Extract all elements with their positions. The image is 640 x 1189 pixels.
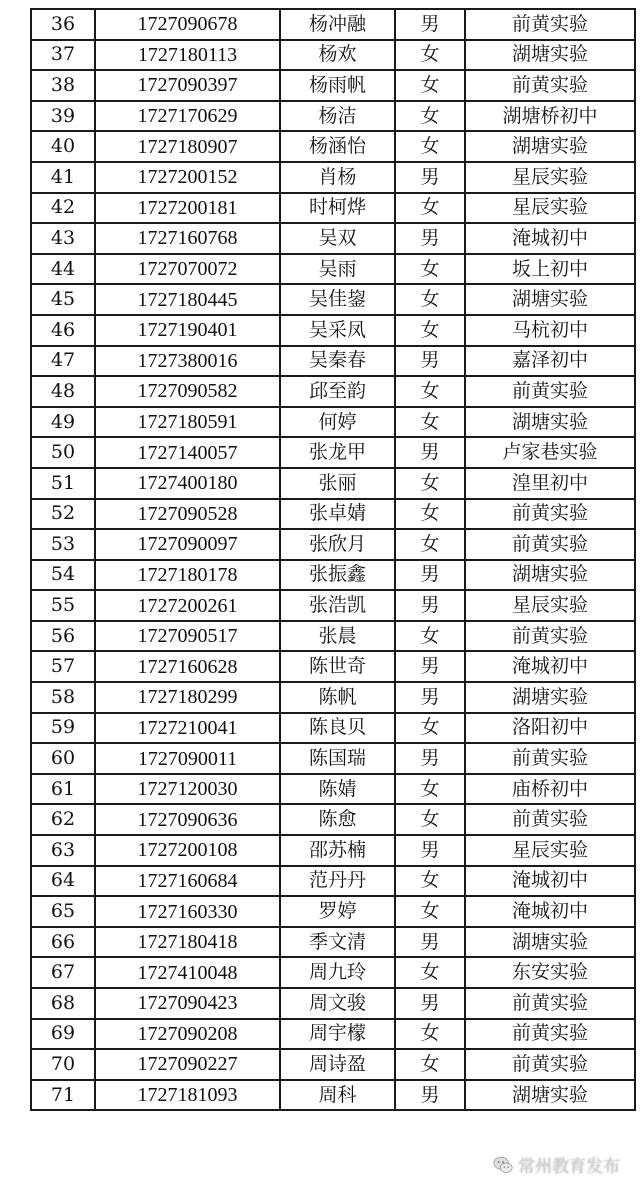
table-row xyxy=(31,254,635,285)
cell-student-name: 时柯烨 xyxy=(280,193,395,224)
cell-number: 48 xyxy=(31,376,95,407)
cell-exam-id: 1727090528 xyxy=(95,499,280,530)
cell-gender: 女 xyxy=(395,713,465,744)
cell-exam-id: 1727070072 xyxy=(95,254,280,285)
cell-gender: 女 xyxy=(395,529,465,560)
cell-number: 64 xyxy=(31,866,95,897)
cell-exam-id: 1727200261 xyxy=(95,590,280,621)
table-row xyxy=(31,774,635,805)
cell-school: 东安实验 xyxy=(465,957,635,988)
cell-school: 星辰实验 xyxy=(465,835,635,866)
cell-school: 淹城初中 xyxy=(465,651,635,682)
cell-number: 47 xyxy=(31,346,95,377)
cell-student-name: 陈愈 xyxy=(280,804,395,835)
cell-school: 星辰实验 xyxy=(465,590,635,621)
cell-school: 湖塘实验 xyxy=(465,927,635,958)
cell-student-name: 张晨 xyxy=(280,621,395,652)
cell-student-name: 张浩凯 xyxy=(280,590,395,621)
cell-gender: 女 xyxy=(395,193,465,224)
cell-exam-id: 1727120030 xyxy=(95,774,280,805)
cell-number: 58 xyxy=(31,682,95,713)
cell-number: 38 xyxy=(31,70,95,101)
cell-gender: 男 xyxy=(395,835,465,866)
cell-student-name: 杨雨帆 xyxy=(280,70,395,101)
table-row xyxy=(31,804,635,835)
cell-exam-id: 1727180299 xyxy=(95,682,280,713)
cell-student-name: 张丽 xyxy=(280,468,395,499)
cell-gender: 男 xyxy=(395,988,465,1019)
cell-exam-id: 1727090423 xyxy=(95,988,280,1019)
cell-school: 前黄实验 xyxy=(465,988,635,1019)
cell-exam-id: 1727090227 xyxy=(95,1049,280,1080)
cell-number: 49 xyxy=(31,407,95,438)
cell-exam-id: 1727090397 xyxy=(95,70,280,101)
cell-exam-id: 1727400180 xyxy=(95,468,280,499)
cell-exam-id: 1727140057 xyxy=(95,437,280,468)
cell-school: 前黄实验 xyxy=(465,376,635,407)
cell-number: 62 xyxy=(31,804,95,835)
cell-number: 63 xyxy=(31,835,95,866)
cell-gender: 男 xyxy=(395,223,465,254)
cell-number: 37 xyxy=(31,40,95,71)
cell-student-name: 杨欢 xyxy=(280,40,395,71)
cell-exam-id: 1727190401 xyxy=(95,315,280,346)
cell-number: 43 xyxy=(31,223,95,254)
cell-number: 61 xyxy=(31,774,95,805)
cell-exam-id: 1727200181 xyxy=(95,193,280,224)
cell-exam-id: 1727180178 xyxy=(95,560,280,591)
table-row xyxy=(31,743,635,774)
cell-number: 36 xyxy=(31,9,95,40)
table-row xyxy=(31,621,635,652)
table-row xyxy=(31,866,635,897)
table-row xyxy=(31,896,635,927)
cell-student-name: 陈世奇 xyxy=(280,651,395,682)
cell-number: 68 xyxy=(31,988,95,1019)
table-row xyxy=(31,1019,635,1050)
cell-gender: 女 xyxy=(395,1019,465,1050)
cell-exam-id: 1727380016 xyxy=(95,346,280,377)
cell-number: 54 xyxy=(31,560,95,591)
cell-school: 前黄实验 xyxy=(465,804,635,835)
cell-number: 59 xyxy=(31,713,95,744)
cell-student-name: 吴佳鋆 xyxy=(280,284,395,315)
cell-gender: 男 xyxy=(395,346,465,377)
cell-exam-id: 1727170629 xyxy=(95,101,280,132)
table-row xyxy=(31,131,635,162)
cell-student-name: 周诗盈 xyxy=(280,1049,395,1080)
cell-exam-id: 1727200108 xyxy=(95,835,280,866)
cell-gender: 女 xyxy=(395,499,465,530)
cell-exam-id: 1727180418 xyxy=(95,927,280,958)
cell-gender: 男 xyxy=(395,9,465,40)
table-row xyxy=(31,346,635,377)
cell-school: 星辰实验 xyxy=(465,162,635,193)
student-table xyxy=(30,8,636,1111)
table-row xyxy=(31,651,635,682)
cell-gender: 女 xyxy=(395,101,465,132)
table-row xyxy=(31,499,635,530)
table-row xyxy=(31,407,635,438)
cell-exam-id: 1727090208 xyxy=(95,1019,280,1050)
cell-gender: 男 xyxy=(395,590,465,621)
cell-student-name: 杨洁 xyxy=(280,101,395,132)
cell-school: 湖塘实验 xyxy=(465,40,635,71)
cell-school: 湖塘实验 xyxy=(465,284,635,315)
wechat-icon xyxy=(492,1154,514,1176)
table-row xyxy=(31,713,635,744)
cell-gender: 男 xyxy=(395,1080,465,1111)
cell-gender: 女 xyxy=(395,957,465,988)
cell-gender: 女 xyxy=(395,774,465,805)
table-row xyxy=(31,223,635,254)
cell-student-name: 吴秦春 xyxy=(280,346,395,377)
cell-school: 淹城初中 xyxy=(465,866,635,897)
cell-student-name: 陈帆 xyxy=(280,682,395,713)
cell-student-name: 陈良贝 xyxy=(280,713,395,744)
cell-student-name: 张振鑫 xyxy=(280,560,395,591)
cell-school: 前黄实验 xyxy=(465,1019,635,1050)
cell-gender: 女 xyxy=(395,1049,465,1080)
cell-number: 69 xyxy=(31,1019,95,1050)
cell-number: 55 xyxy=(31,590,95,621)
cell-school: 坂上初中 xyxy=(465,254,635,285)
cell-student-name: 吴雨 xyxy=(280,254,395,285)
cell-gender: 女 xyxy=(395,896,465,927)
table-row xyxy=(31,1080,635,1111)
cell-student-name: 周科 xyxy=(280,1080,395,1111)
cell-school: 嘉泽初中 xyxy=(465,346,635,377)
cell-number: 51 xyxy=(31,468,95,499)
cell-school: 前黄实验 xyxy=(465,70,635,101)
cell-gender: 男 xyxy=(395,682,465,713)
cell-school: 湖塘实验 xyxy=(465,560,635,591)
table-row xyxy=(31,835,635,866)
cell-number: 46 xyxy=(31,315,95,346)
cell-number: 65 xyxy=(31,896,95,927)
table-row xyxy=(31,560,635,591)
table-row xyxy=(31,1049,635,1080)
cell-gender: 女 xyxy=(395,468,465,499)
cell-number: 60 xyxy=(31,743,95,774)
cell-student-name: 陈婧 xyxy=(280,774,395,805)
cell-number: 44 xyxy=(31,254,95,285)
cell-number: 56 xyxy=(31,621,95,652)
cell-exam-id: 1727180445 xyxy=(95,284,280,315)
cell-school: 前黄实验 xyxy=(465,499,635,530)
cell-student-name: 张龙甲 xyxy=(280,437,395,468)
cell-number: 70 xyxy=(31,1049,95,1080)
cell-exam-id: 1727090011 xyxy=(95,743,280,774)
cell-exam-id: 1727180907 xyxy=(95,131,280,162)
student-table-body xyxy=(31,9,635,1110)
cell-number: 67 xyxy=(31,957,95,988)
cell-student-name: 罗婷 xyxy=(280,896,395,927)
cell-student-name: 张欣月 xyxy=(280,529,395,560)
cell-exam-id: 1727090517 xyxy=(95,621,280,652)
cell-student-name: 何婷 xyxy=(280,407,395,438)
cell-exam-id: 1727180113 xyxy=(95,40,280,71)
table-row xyxy=(31,101,635,132)
cell-student-name: 杨涵怡 xyxy=(280,131,395,162)
cell-student-name: 陈国瑞 xyxy=(280,743,395,774)
cell-gender: 男 xyxy=(395,927,465,958)
table-row xyxy=(31,437,635,468)
cell-school: 淹城初中 xyxy=(465,896,635,927)
cell-exam-id: 1727090636 xyxy=(95,804,280,835)
cell-gender: 女 xyxy=(395,621,465,652)
cell-gender: 女 xyxy=(395,131,465,162)
table-row xyxy=(31,9,635,40)
cell-number: 50 xyxy=(31,437,95,468)
cell-gender: 男 xyxy=(395,651,465,682)
cell-gender: 女 xyxy=(395,70,465,101)
table-row xyxy=(31,284,635,315)
table-row xyxy=(31,927,635,958)
cell-student-name: 张卓婧 xyxy=(280,499,395,530)
table-row xyxy=(31,162,635,193)
cell-gender: 女 xyxy=(395,804,465,835)
cell-number: 57 xyxy=(31,651,95,682)
cell-exam-id: 1727200152 xyxy=(95,162,280,193)
table-row xyxy=(31,682,635,713)
table-row xyxy=(31,468,635,499)
cell-student-name: 邱至韵 xyxy=(280,376,395,407)
cell-exam-id: 1727181093 xyxy=(95,1080,280,1111)
cell-student-name: 杨冲融 xyxy=(280,9,395,40)
cell-school: 前黄实验 xyxy=(465,743,635,774)
table-row xyxy=(31,70,635,101)
cell-school: 洛阳初中 xyxy=(465,713,635,744)
cell-school: 卢家巷实验 xyxy=(465,437,635,468)
cell-number: 71 xyxy=(31,1080,95,1111)
cell-exam-id: 1727090678 xyxy=(95,9,280,40)
cell-student-name: 季文清 xyxy=(280,927,395,958)
watermark xyxy=(492,1152,620,1177)
table-row xyxy=(31,988,635,1019)
cell-number: 45 xyxy=(31,284,95,315)
cell-exam-id: 1727210041 xyxy=(95,713,280,744)
cell-school: 湖塘实验 xyxy=(465,682,635,713)
cell-school: 庙桥初中 xyxy=(465,774,635,805)
cell-gender: 女 xyxy=(395,407,465,438)
cell-number: 39 xyxy=(31,101,95,132)
cell-student-name: 吴双 xyxy=(280,223,395,254)
cell-gender: 男 xyxy=(395,743,465,774)
cell-exam-id: 1727090582 xyxy=(95,376,280,407)
cell-student-name: 肖杨 xyxy=(280,162,395,193)
cell-gender: 女 xyxy=(395,376,465,407)
cell-school: 湖塘实验 xyxy=(465,131,635,162)
cell-number: 52 xyxy=(31,499,95,530)
table-row xyxy=(31,957,635,988)
cell-student-name: 吴采凤 xyxy=(280,315,395,346)
cell-school: 前黄实验 xyxy=(465,621,635,652)
cell-number: 53 xyxy=(31,529,95,560)
cell-school: 湟里初中 xyxy=(465,468,635,499)
cell-school: 马杭初中 xyxy=(465,315,635,346)
cell-gender: 女 xyxy=(395,315,465,346)
cell-exam-id: 1727160684 xyxy=(95,866,280,897)
cell-number: 40 xyxy=(31,131,95,162)
cell-number: 42 xyxy=(31,193,95,224)
table-row xyxy=(31,529,635,560)
cell-exam-id: 1727180591 xyxy=(95,407,280,438)
cell-student-name: 邵苏楠 xyxy=(280,835,395,866)
cell-exam-id: 1727160330 xyxy=(95,896,280,927)
cell-school: 湖塘实验 xyxy=(465,407,635,438)
cell-gender: 男 xyxy=(395,162,465,193)
table-row xyxy=(31,40,635,71)
cell-gender: 女 xyxy=(395,254,465,285)
cell-exam-id: 1727090097 xyxy=(95,529,280,560)
cell-school: 前黄实验 xyxy=(465,1049,635,1080)
cell-gender: 女 xyxy=(395,40,465,71)
cell-student-name: 周九玲 xyxy=(280,957,395,988)
cell-school: 淹城初中 xyxy=(465,223,635,254)
table-row xyxy=(31,376,635,407)
watermark-text: 常州教育发布 xyxy=(518,1157,620,1177)
cell-school: 前黄实验 xyxy=(465,9,635,40)
cell-exam-id: 1727160768 xyxy=(95,223,280,254)
table-row xyxy=(31,315,635,346)
cell-school: 湖塘桥初中 xyxy=(465,101,635,132)
cell-school: 前黄实验 xyxy=(465,529,635,560)
cell-student-name: 范丹丹 xyxy=(280,866,395,897)
student-list-sheet xyxy=(30,8,624,1111)
cell-gender: 男 xyxy=(395,560,465,591)
table-row xyxy=(31,193,635,224)
cell-student-name: 周宇檬 xyxy=(280,1019,395,1050)
cell-school: 星辰实验 xyxy=(465,193,635,224)
cell-gender: 女 xyxy=(395,284,465,315)
cell-exam-id: 1727160628 xyxy=(95,651,280,682)
cell-student-name: 周文骏 xyxy=(280,988,395,1019)
cell-number: 41 xyxy=(31,162,95,193)
cell-number: 66 xyxy=(31,927,95,958)
cell-school: 湖塘实验 xyxy=(465,1080,635,1111)
cell-gender: 女 xyxy=(395,866,465,897)
cell-exam-id: 1727410048 xyxy=(95,957,280,988)
table-row xyxy=(31,590,635,621)
cell-gender: 男 xyxy=(395,437,465,468)
